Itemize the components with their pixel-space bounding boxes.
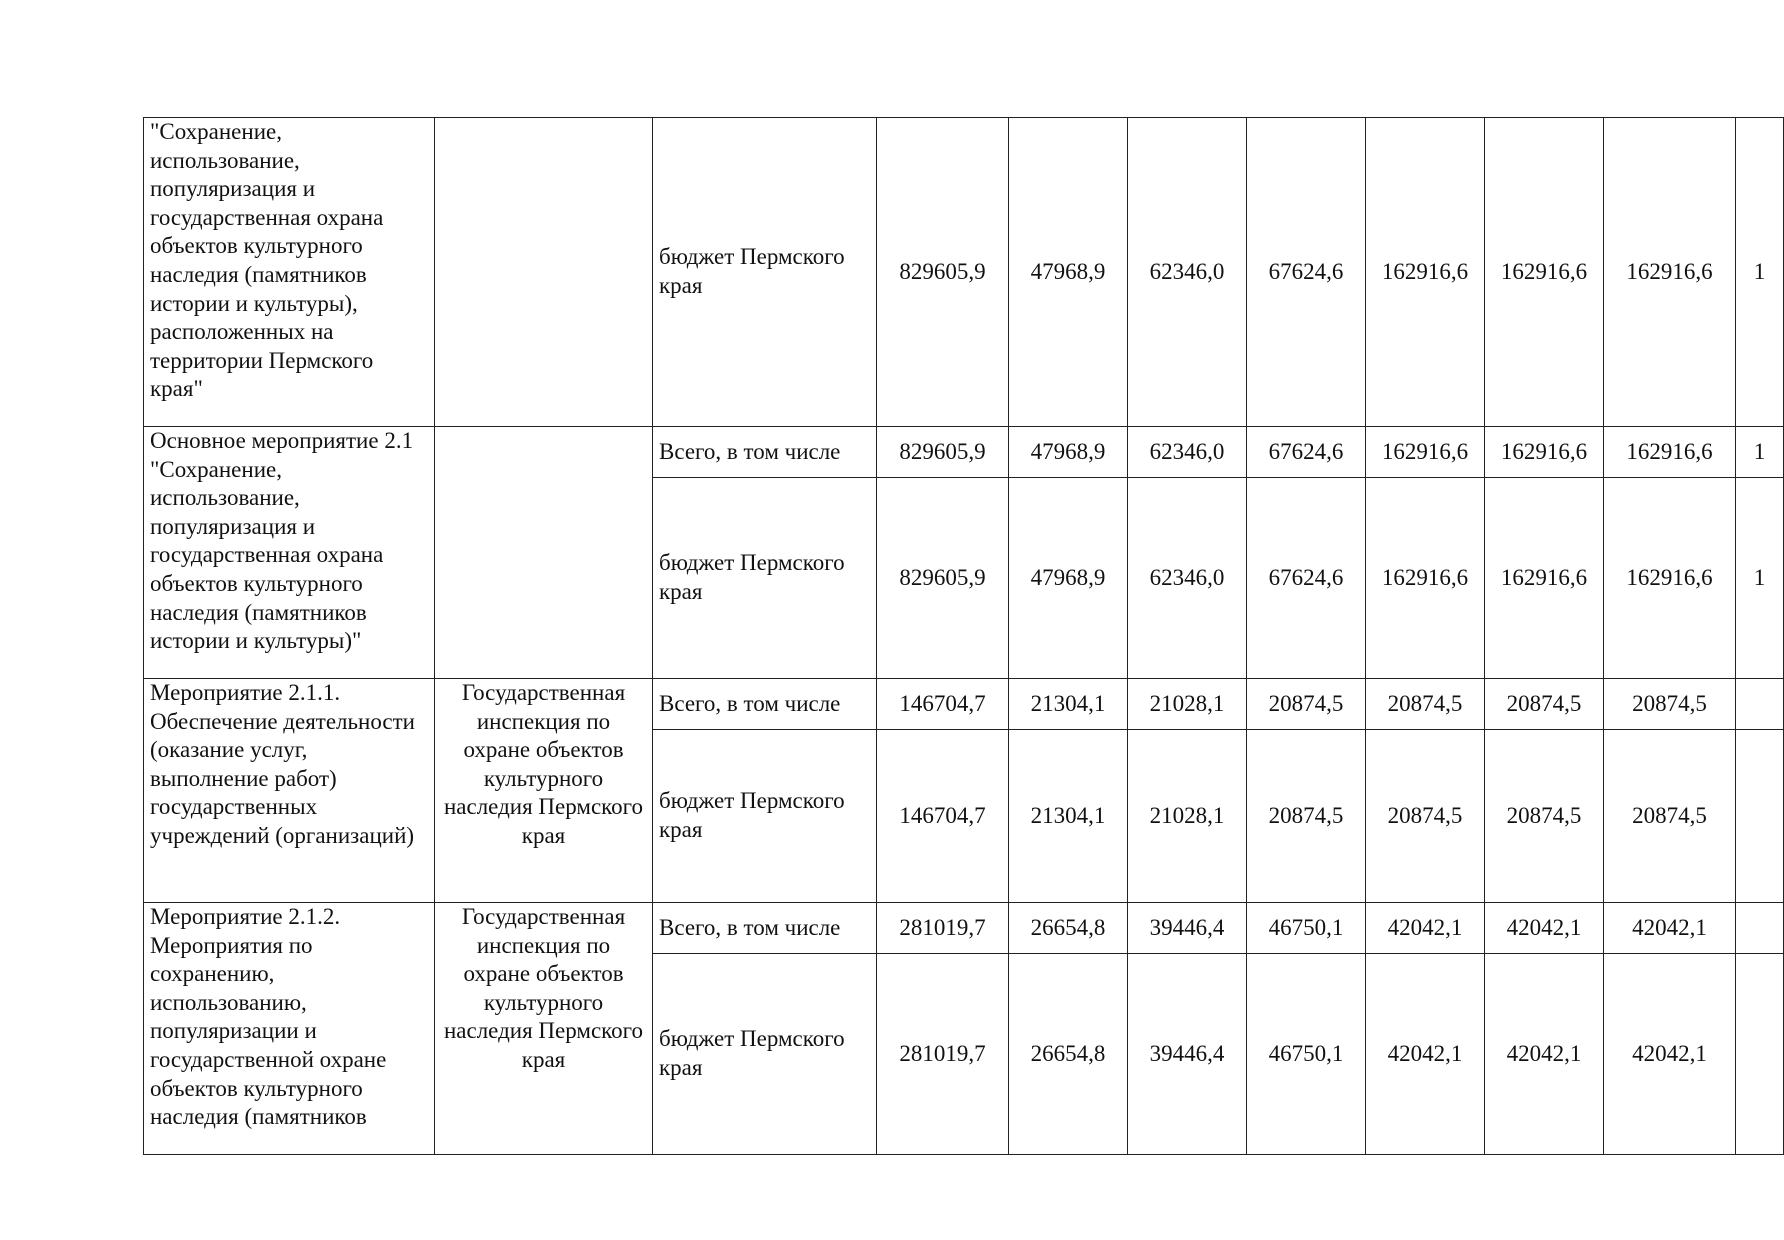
amount-cell: 42042,1: [1485, 954, 1604, 1155]
amount-cell: 162916,6: [1485, 427, 1604, 478]
amount-cell: 42042,1: [1485, 903, 1604, 954]
amount-cell: 281019,7: [877, 954, 1009, 1155]
funding-source-cell: бюджет Пермского края: [653, 478, 877, 679]
amount-cell: 26654,8: [1009, 903, 1128, 954]
amount-cell: 42042,1: [1366, 954, 1485, 1155]
amount-cell: 20874,5: [1366, 730, 1485, 903]
amount-cell: 162916,6: [1366, 478, 1485, 679]
amount-cell: 162916,6: [1604, 118, 1736, 427]
amount-cell: 42042,1: [1604, 954, 1736, 1155]
table-body: [144, 118, 1784, 1155]
amount-cell: 46750,1: [1247, 954, 1366, 1155]
amount-cell: 281019,7: [877, 903, 1009, 954]
amount-cell: [1736, 730, 1784, 903]
amount-cell: 42042,1: [1604, 903, 1736, 954]
amount-cell: 21028,1: [1128, 679, 1247, 730]
amount-cell: 21028,1: [1128, 730, 1247, 903]
activity-name-cell: Мероприятие 2.1.2. Мероприятия по сохранению, использованию, популяризации и государственной охране объектов культурного наследия (памятников: [144, 903, 435, 1155]
amount-cell: 47968,9: [1009, 427, 1128, 478]
activity-name-cell: Основное мероприятие 2.1 "Сохранение, использование, популяризация и государственная охрана объектов культурного наследия (памятников истории и культуры)": [144, 427, 435, 679]
amount-cell: 62346,0: [1128, 478, 1247, 679]
amount-cell: [1736, 903, 1784, 954]
amount-cell: 46750,1: [1247, 903, 1366, 954]
amount-cell: 146704,7: [877, 679, 1009, 730]
executor-cell: [435, 118, 653, 427]
table-row: [144, 679, 1784, 730]
amount-cell: 162916,6: [1366, 427, 1485, 478]
amount-cell: [1736, 679, 1784, 730]
amount-cell: 26654,8: [1009, 954, 1128, 1155]
amount-cell: 47968,9: [1009, 118, 1128, 427]
amount-cell: 1: [1736, 118, 1784, 427]
executor-cell: Государственная инспекция по охране объектов культурного наследия Пермского края: [435, 679, 653, 903]
amount-cell: 1: [1736, 427, 1784, 478]
funding-source-cell: Всего, в том числе: [653, 679, 877, 730]
amount-cell: 67624,6: [1247, 478, 1366, 679]
amount-cell: 162916,6: [1485, 478, 1604, 679]
amount-cell: 62346,0: [1128, 118, 1247, 427]
amount-cell: 67624,6: [1247, 118, 1366, 427]
amount-cell: 42042,1: [1366, 903, 1485, 954]
amount-cell: 20874,5: [1366, 679, 1485, 730]
table-row: [144, 427, 1784, 478]
table-row: [144, 118, 1784, 427]
amount-cell: 62346,0: [1128, 427, 1247, 478]
amount-cell: 21304,1: [1009, 730, 1128, 903]
amount-cell: 20874,5: [1247, 679, 1366, 730]
amount-cell: 829605,9: [877, 118, 1009, 427]
funding-source-cell: бюджет Пермского края: [653, 954, 877, 1155]
amount-cell: 829605,9: [877, 478, 1009, 679]
amount-cell: 39446,4: [1128, 954, 1247, 1155]
table-row: [144, 903, 1784, 954]
activity-name-cell: "Сохранение, использование, популяризация и государственная охрана объектов культурного наследия (памятников истории и культуры), расположенных на территории Пермского края": [144, 118, 435, 427]
amount-cell: 67624,6: [1247, 427, 1366, 478]
amount-cell: 20874,5: [1604, 730, 1736, 903]
amount-cell: 162916,6: [1604, 427, 1736, 478]
amount-cell: 20874,5: [1485, 730, 1604, 903]
funding-source-cell: Всего, в том числе: [653, 427, 877, 478]
amount-cell: 21304,1: [1009, 679, 1128, 730]
amount-cell: 20874,5: [1247, 730, 1366, 903]
amount-cell: 162916,6: [1366, 118, 1485, 427]
amount-cell: 162916,6: [1485, 118, 1604, 427]
amount-cell: 1: [1736, 478, 1784, 679]
executor-cell: Государственная инспекция по охране объектов культурного наследия Пермского края: [435, 903, 653, 1155]
funding-source-cell: Всего, в том числе: [653, 903, 877, 954]
funding-source-cell: бюджет Пермского края: [653, 730, 877, 903]
amount-cell: 829605,9: [877, 427, 1009, 478]
executor-cell: [435, 427, 653, 679]
amount-cell: 39446,4: [1128, 903, 1247, 954]
amount-cell: 47968,9: [1009, 478, 1128, 679]
funding-source-cell: бюджет Пермского края: [653, 118, 877, 427]
amount-cell: 146704,7: [877, 730, 1009, 903]
amount-cell: 20874,5: [1485, 679, 1604, 730]
amount-cell: 20874,5: [1604, 679, 1736, 730]
amount-cell: [1736, 954, 1784, 1155]
activity-name-cell: Мероприятие 2.1.1. Обеспечение деятельности (оказание услуг, выполнение работ) государственных учреждений (организаций): [144, 679, 435, 903]
amount-cell: 162916,6: [1604, 478, 1736, 679]
budget-table: [143, 117, 1784, 1155]
